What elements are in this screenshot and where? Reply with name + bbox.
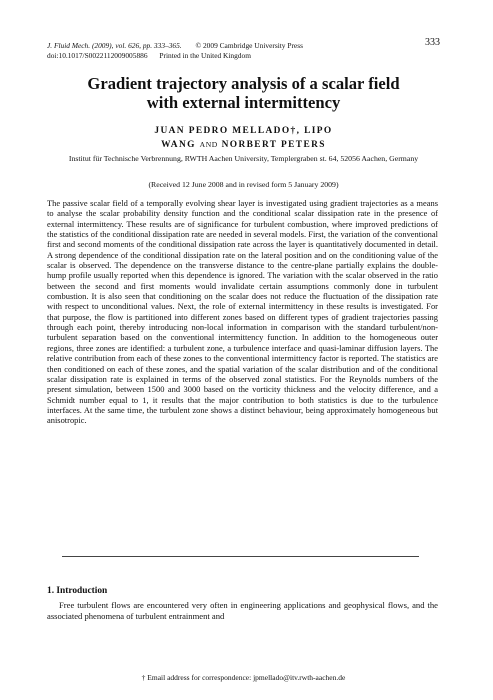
- paper-title: [47, 74, 440, 112]
- received-dates: (Received 12 June 2008 and in revised form 5 January 2009): [148, 180, 339, 189]
- journal-citation: J. Fluid Mech. (2009), vol. 626, pp. 333–365.: [47, 41, 182, 50]
- affiliation: Institut für Technische Verbrennung, RWTH Aachen University, Templergraben st. 64, 52056 Aachen, Germany: [68, 154, 419, 163]
- section-heading: 1. Introduction: [47, 586, 108, 596]
- running-header: [47, 37, 440, 61]
- author-peters: NORBERT PETERS: [221, 140, 326, 150]
- correspondence-footnote: † Email address for correspondence: jpmellado@itv.rwth-aachen.de: [141, 673, 346, 682]
- page-number: 333: [425, 37, 440, 48]
- authors-line-2: [47, 138, 440, 152]
- authors-line-1: JUAN PEDRO MELLADO†, LIPO: [154, 126, 333, 136]
- abstract: The passive scalar field of a temporally evolving shear layer is investigated using gradient trajectories as a means to analyse the scalar probability density function and the conditional scalar dissipation rate in the presence of external intermittency. These results are of significance for turbulent combustion, where improved predictions of the statistics of the conditional dissipation rate are needed in several models. First, the variation of the conventional first and second moments of the conditional dissipation rate across the layer is quantitatively documented in detail. A strong dependence of the conditional dissipation rate on the lateral position and on the conditioning value of the scalar is observed. The dependence on the transverse distance to the centre-plane partially explains the double-hump profile usually reported when this dependence is ignored. The variation with the scalar observed in the ratio between the second and first moments would invalidate certain assumptions commonly done in turbulent combustion. It is also seen that conditioning on the scalar does not reduce the fluctuation of the dissipation rate with respect to unconditional values. Next, the role of external intermittency in these results is investigated. For that purpose, the flow is partitioned into different zones based on different types of gradient trajectories passing through each point, thereby introducing non-local information in comparison with the standard turbulent/non-turbulent separation based on the conventional intermittency function. In addition to the homogeneous outer regions, three zones are identified: a turbulent zone, a turbulence interface and quasi-laminar diffusion layers. The relative contribution from each of these zones to the conventional intermittency factor is reported. The statistics are then conditioned on each of these zones, and the spatial variation of the scalar distribution and of the conditional scalar dissipation rate is explained in terms of the observed zonal statistics. For the Reynolds numbers of the present simulation, between 1500 and 3000 based on the vorticity thickness and the velocity difference, and a Schmidt number equal to 1, it results that the major contribution to both statistics is due to the turbulence interfaces. At the same time, the turbulent zone shows a distinct behaviour, being approximately homogeneous but anisotropic.: [47, 198, 438, 426]
- doi-link[interactable]: doi:10.1017/S0022112009005886: [47, 51, 148, 60]
- title-line-2: with external intermittency: [146, 93, 341, 112]
- title-line-1: Gradient trajectory analysis of a scalar field: [87, 74, 400, 93]
- abstract-divider: [62, 556, 419, 557]
- author-wang: WANG: [161, 140, 196, 150]
- author-list: [47, 125, 440, 152]
- introduction-paragraph: Free turbulent flows are encountered very often in engineering applications and geophysical flows, and the associated phenomena of turbulent entrainment and: [47, 600, 438, 622]
- authors-and: AND: [199, 140, 218, 149]
- copyright-notice: © 2009 Cambridge University Press: [195, 41, 303, 50]
- printed-note: Printed in the United Kingdom: [159, 51, 251, 60]
